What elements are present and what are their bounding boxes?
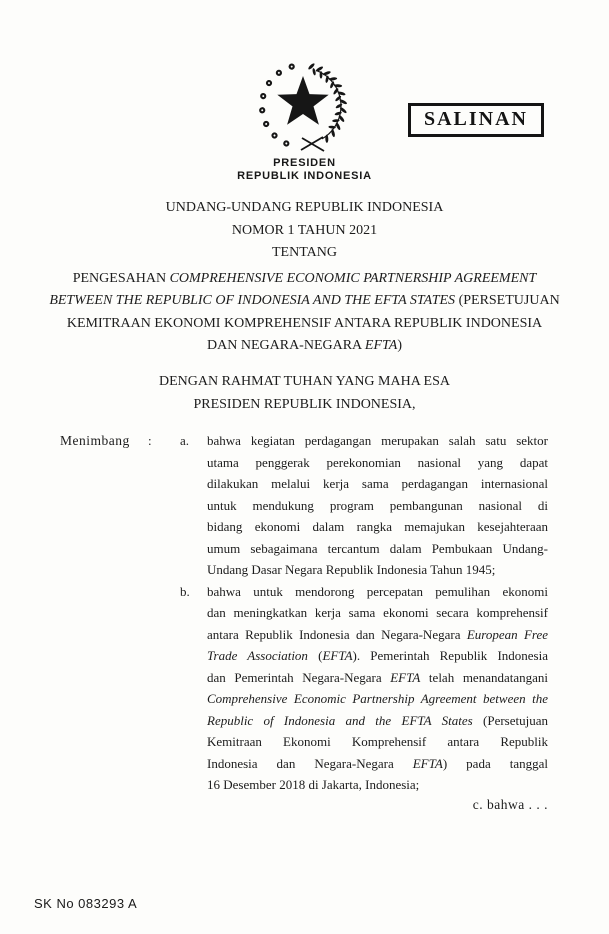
- text-line: Trade Association (EFTA). Pemerintah Republik Indonesia: [207, 648, 548, 663]
- preamble-president: PRESIDEN REPUBLIK INDONESIA,: [193, 396, 416, 412]
- text-line: 16 Desember 2018 di Jakarta, Indonesia;: [207, 777, 420, 792]
- preamble: [0, 371, 609, 416]
- consideration-item-b: [180, 581, 548, 796]
- wreath-left: [258, 63, 295, 148]
- item-text: [207, 581, 548, 796]
- text-line: dan meningkatkan kerja sama ekonomi secara komprehensif: [207, 605, 548, 620]
- consideration-item-a: [180, 430, 548, 581]
- text-line: Kemitraan Ekonomi Komprehensif antara Republik: [207, 734, 548, 749]
- letterhead-line-republik: REPUBLIK INDONESIA: [237, 170, 372, 182]
- menimbang-label: Menimbang: [60, 433, 130, 448]
- presidential-emblem-icon: [255, 56, 355, 156]
- text-line: bahwa kegiatan perdagangan merupakan salah satu sektor: [207, 433, 548, 448]
- text-line: Republic of Indonesia and the EFTA States (Persetujuan: [207, 712, 549, 728]
- catchword: c. bahwa . . .: [472, 797, 548, 812]
- text-line: Indonesia dan Negara-Negara EFTA) pada tanggal: [207, 755, 548, 771]
- text-line: Undang Dasar Negara Republik Indonesia Tahun 1945;: [207, 562, 496, 577]
- preamble-grace: DENGAN RAHMAT TUHAN YANG MAHA ESA: [158, 374, 451, 389]
- law-number: NOMOR 1 TAHUN 2021: [231, 222, 378, 238]
- text-line: antara Republik Indonesia dan Negara-Negara European Free: [207, 626, 548, 642]
- item-text: [207, 430, 548, 581]
- menimbang-colon: :: [148, 433, 152, 448]
- text-line: bahwa untuk mendorong percepatan pemulihan ekonomi: [207, 583, 548, 599]
- text-line: BETWEEN THE REPUBLIC OF INDONESIA AND THE EFTA STATES (PERSETUJUAN: [49, 293, 560, 308]
- page-control-number: SK No 083293 A: [34, 896, 138, 911]
- letterhead-line-presiden: PRESIDEN: [273, 157, 336, 169]
- text-line: untuk mendukung program pembangunan nasional di: [207, 497, 548, 513]
- considerations-section: [60, 430, 548, 796]
- text-line: dilakukan melalui kerja sama perdagangan internasional: [207, 476, 548, 491]
- law-subject: [0, 268, 609, 358]
- item-marker: a.: [180, 433, 190, 448]
- law-title: UNDANG-UNDANG REPUBLIK INDONESIA: [165, 200, 444, 215]
- text-line: bidang ekonomi dalam rangka memajukan kesejahteraan: [207, 519, 548, 534]
- text-line: KEMITRAAN EKONOMI KOMPREHENSIF ANTARA REPUBLIK INDONESIA: [66, 315, 543, 331]
- item-marker: b.: [180, 583, 190, 599]
- text-line: umum sebagaimana tercantum dalam Pembukaan Undang-: [207, 540, 548, 556]
- consideration-items: [180, 430, 548, 796]
- tentang-label: TENTANG: [272, 245, 337, 260]
- text-line: utama penggerak perekonomian nasional yang dapat: [207, 454, 548, 470]
- text-line: dan Pemerintah Negara-Negara EFTA telah menandatangani: [207, 669, 548, 685]
- text-line: Comprehensive Economic Partnership Agreement between the: [207, 691, 548, 706]
- salinan-stamp: SALINAN: [408, 103, 544, 137]
- title-block: [0, 197, 609, 358]
- star-icon: [277, 76, 328, 125]
- text-line: PENGESAHAN COMPREHENSIVE ECONOMIC PARTNERSHIP AGREEMENT: [72, 270, 537, 286]
- wreath-stems: [301, 137, 324, 151]
- text-line: DAN NEGARA-NEGARA EFTA): [207, 338, 402, 353]
